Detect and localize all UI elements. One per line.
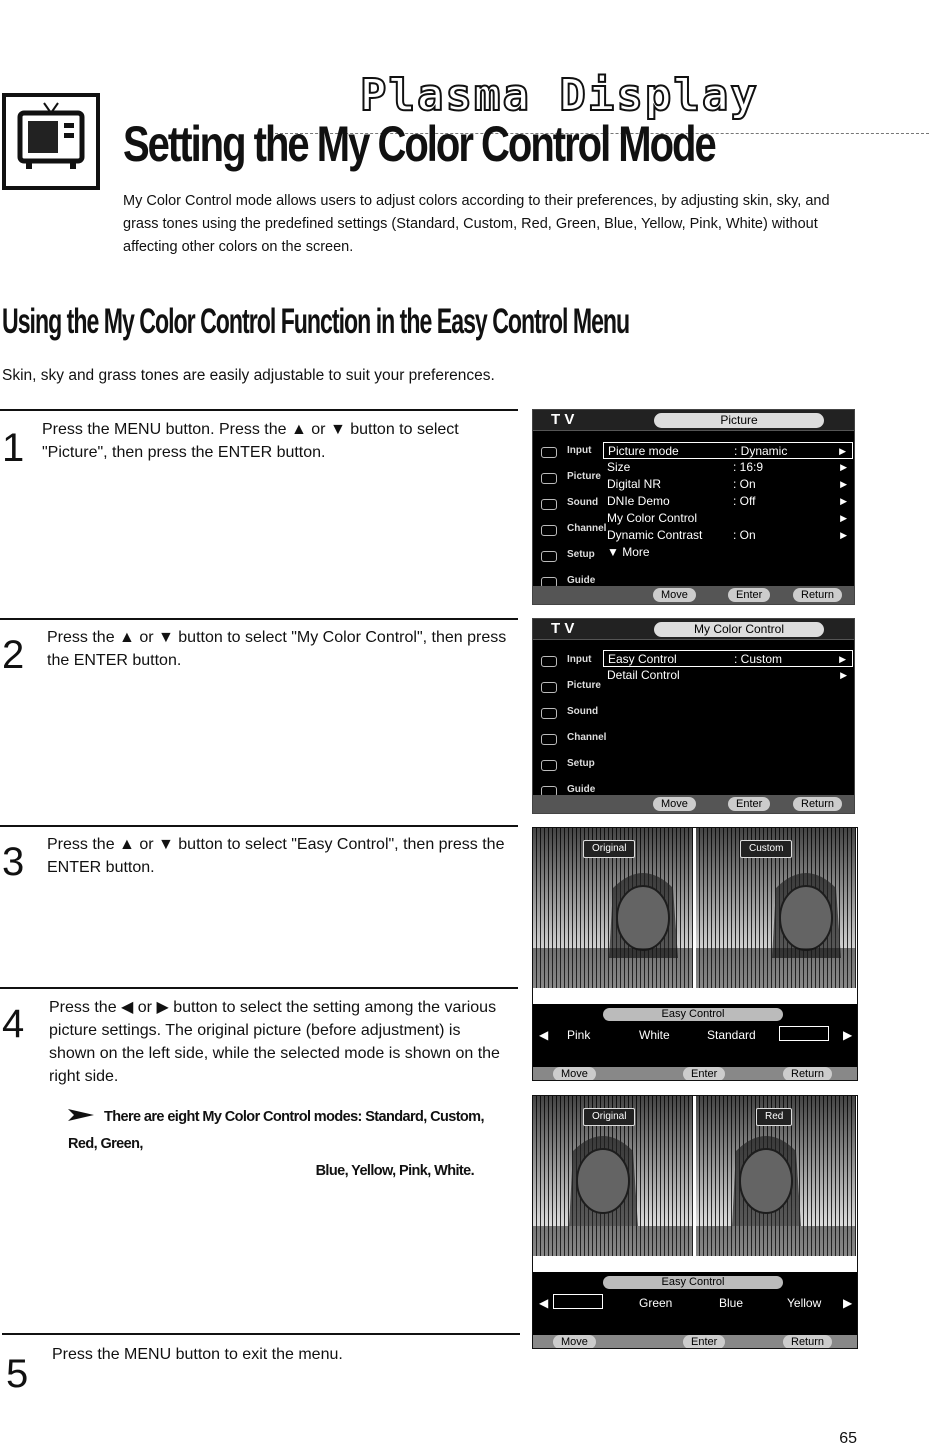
mode-tag: Custom — [740, 840, 792, 858]
osd-side-setup[interactable]: Setup — [537, 751, 597, 777]
osd-menu-row[interactable] — [603, 510, 853, 527]
osd-row-label: My Color Control — [607, 511, 698, 525]
osd-row-value: : On — [733, 528, 756, 542]
osd-menu-row[interactable] — [603, 667, 853, 684]
step-text: Press the MENU button to exit the menu. — [52, 1346, 343, 1363]
original-picture — [533, 828, 693, 988]
page-title: Setting the My Color Control Mode — [123, 116, 715, 172]
option-green[interactable]: Green — [639, 1296, 673, 1310]
selected-option-box[interactable] — [553, 1294, 603, 1309]
step-number: 5 — [6, 1352, 29, 1396]
mode-tag: Red — [756, 1108, 792, 1126]
osd-menu-row[interactable] — [603, 442, 853, 459]
note-line-1: There are eight My Color Control modes: Standard, Custom, Red, Green, — [68, 1109, 484, 1152]
easy-control-band — [533, 1004, 857, 1081]
chevron-left-icon[interactable]: ◀ — [539, 1028, 549, 1042]
osd-menu-row[interactable] — [603, 493, 853, 510]
osd-bottom-bar — [533, 1335, 857, 1349]
chevron-right-icon: ▶ — [840, 479, 847, 489]
osd-menu-row[interactable] — [603, 459, 853, 476]
osd-row-value: : 16:9 — [733, 460, 764, 474]
osd-row-value: : Custom — [734, 652, 783, 666]
chevron-right-icon[interactable]: ▶ — [843, 1296, 853, 1310]
step-number: 2 — [2, 633, 25, 677]
osd-side-sound[interactable]: Sound — [537, 490, 597, 516]
option-yellow[interactable]: Yellow — [787, 1296, 822, 1310]
osd-row-label: Size — [607, 460, 631, 474]
easy-control-screen-custom — [532, 827, 858, 1081]
osd-row-label: ▼ More — [607, 545, 650, 559]
osd-row-value: : On — [733, 477, 756, 491]
step-number: 4 — [2, 1002, 25, 1046]
option-blue[interactable]: Blue — [719, 1296, 744, 1310]
brand-title: Plasma Display — [360, 70, 759, 121]
osd-row-label: Detail Control — [607, 668, 680, 682]
osd-enter-hint: Enter — [683, 1067, 725, 1081]
osd-menu-row[interactable] — [603, 650, 853, 667]
osd-move-hint: Move — [553, 1067, 596, 1081]
brand-banner — [0, 30, 939, 121]
osd-row-label: Dynamic Contrast — [607, 528, 703, 542]
step-number: 1 — [2, 426, 25, 470]
step-number: 3 — [2, 840, 25, 884]
note — [68, 1104, 508, 1185]
osd-move-hint: Move — [553, 1335, 596, 1349]
step-divider — [0, 825, 518, 827]
chevron-right-icon: ▶ — [840, 530, 847, 540]
original-picture — [533, 1096, 693, 1256]
osd-bottom-bar — [533, 1067, 857, 1081]
osd-side-channel[interactable]: Channel — [537, 516, 597, 542]
osd-row-label: DNIe Demo — [607, 494, 670, 508]
step-text: Press the ▲ or ▼ button to select "My Color Control", then press the ENTER button. — [47, 629, 507, 669]
easy-control-screen-red — [532, 1095, 858, 1349]
osd-top-bar — [533, 410, 854, 431]
osd-side-sound[interactable]: Sound — [537, 699, 597, 725]
osd-menu-row[interactable] — [603, 476, 853, 493]
note-line-2: Blue, Yellow, Pink, White. — [315, 1163, 474, 1179]
osd-picture-menu — [532, 409, 855, 605]
osd-sidebar — [537, 438, 607, 594]
step-text: Press the MENU button. Press the ▲ or ▼ button to select "Picture", then press the ENTER button. — [42, 421, 459, 461]
osd-bottom-bar — [533, 795, 854, 813]
option-standard[interactable]: Standard — [707, 1028, 756, 1042]
chevron-right-icon: ▶ — [840, 513, 847, 523]
osd-side-input[interactable]: Input — [537, 647, 597, 673]
osd-side-guide[interactable]: Guide — [537, 568, 597, 594]
osd-return-hint: Return — [783, 1067, 832, 1081]
original-tag: Original — [583, 840, 635, 858]
osd-move-hint: Move — [653, 797, 696, 811]
osd-row-label: Easy Control — [608, 652, 677, 666]
chevron-right-icon: ▶ — [840, 496, 847, 506]
adjusted-picture — [696, 828, 856, 988]
osd-side-channel[interactable]: Channel — [537, 725, 597, 751]
osd-row-label: Picture mode — [608, 444, 679, 458]
osd-top-bar — [533, 619, 854, 640]
osd-move-hint: Move — [653, 588, 696, 602]
osd-tv-label: T V — [551, 620, 575, 637]
osd-row-label: Digital NR — [607, 477, 662, 491]
osd-menu-row[interactable] — [603, 544, 853, 561]
step-divider — [0, 987, 518, 989]
chevron-right-icon: ▶ — [839, 446, 846, 456]
osd-tv-label: T V — [551, 411, 575, 428]
chevron-right-icon: ▶ — [840, 670, 847, 680]
osd-row-value: : Off — [733, 494, 756, 508]
adjusted-picture — [696, 1096, 856, 1256]
easy-control-title: Easy Control — [603, 1276, 783, 1289]
osd-sidebar — [537, 647, 607, 803]
step-text: Press the ◀ or ▶ button to select the setting among the various picture settings. The original picture (before adjustment) is shown on the left side, while the selected mode is shown on the right side. — [49, 999, 500, 1085]
osd-side-guide[interactable]: Guide — [537, 777, 597, 803]
chevron-right-icon: ▶ — [839, 654, 846, 664]
section-subtitle: Skin, sky and grass tones are easily adjustable to suit your preferences. — [2, 367, 495, 384]
osd-menu-row[interactable] — [603, 527, 853, 544]
tv-icon — [2, 93, 100, 190]
osd-side-picture[interactable]: Picture — [537, 464, 597, 490]
easy-control-band — [533, 1272, 857, 1349]
osd-return-hint: Return — [793, 588, 842, 602]
osd-enter-hint: Enter — [683, 1335, 725, 1349]
easy-control-title: Easy Control — [603, 1008, 783, 1021]
step-divider — [0, 409, 518, 411]
osd-my-color-control-menu — [532, 618, 855, 814]
chevron-right-icon[interactable]: ▶ — [843, 1028, 853, 1042]
osd-enter-hint: Enter — [728, 797, 770, 811]
osd-title: Picture — [654, 413, 824, 428]
section-title: Using the My Color Control Function in the Easy Control Menu — [2, 302, 630, 341]
osd-bottom-bar — [533, 586, 854, 604]
step-divider — [2, 1333, 520, 1335]
chevron-left-icon[interactable]: ◀ — [539, 1296, 549, 1310]
option-pink[interactable]: Pink — [567, 1028, 591, 1042]
step-text: Press the ▲ or ▼ button to select "Easy Control", then press the ENTER button. — [47, 836, 505, 876]
osd-return-hint: Return — [793, 797, 842, 811]
osd-title: My Color Control — [654, 622, 824, 637]
osd-enter-hint: Enter — [728, 588, 770, 602]
osd-side-setup[interactable]: Setup — [537, 542, 597, 568]
osd-side-picture[interactable]: Picture — [537, 673, 597, 699]
page-number: 65 — [839, 1430, 857, 1447]
osd-side-input[interactable]: Input — [537, 438, 597, 464]
intro-paragraph: My Color Control mode allows users to adjust colors according to their preferences, by adjusting skin, sky, and grass tones using the predefined settings (Standard, Custom, Red, Green, Blue, Yellow, Pink, White) without affecting other colors on the screen. — [123, 193, 830, 255]
step-divider — [0, 618, 518, 620]
original-tag: Original — [583, 1108, 635, 1126]
chevron-right-icon: ▶ — [840, 462, 847, 472]
option-white[interactable]: White — [639, 1028, 670, 1042]
osd-return-hint: Return — [783, 1335, 832, 1349]
osd-row-value: : Dynamic — [734, 444, 788, 458]
note-arrow-icon — [68, 1104, 94, 1131]
selected-option-box[interactable] — [779, 1026, 829, 1041]
